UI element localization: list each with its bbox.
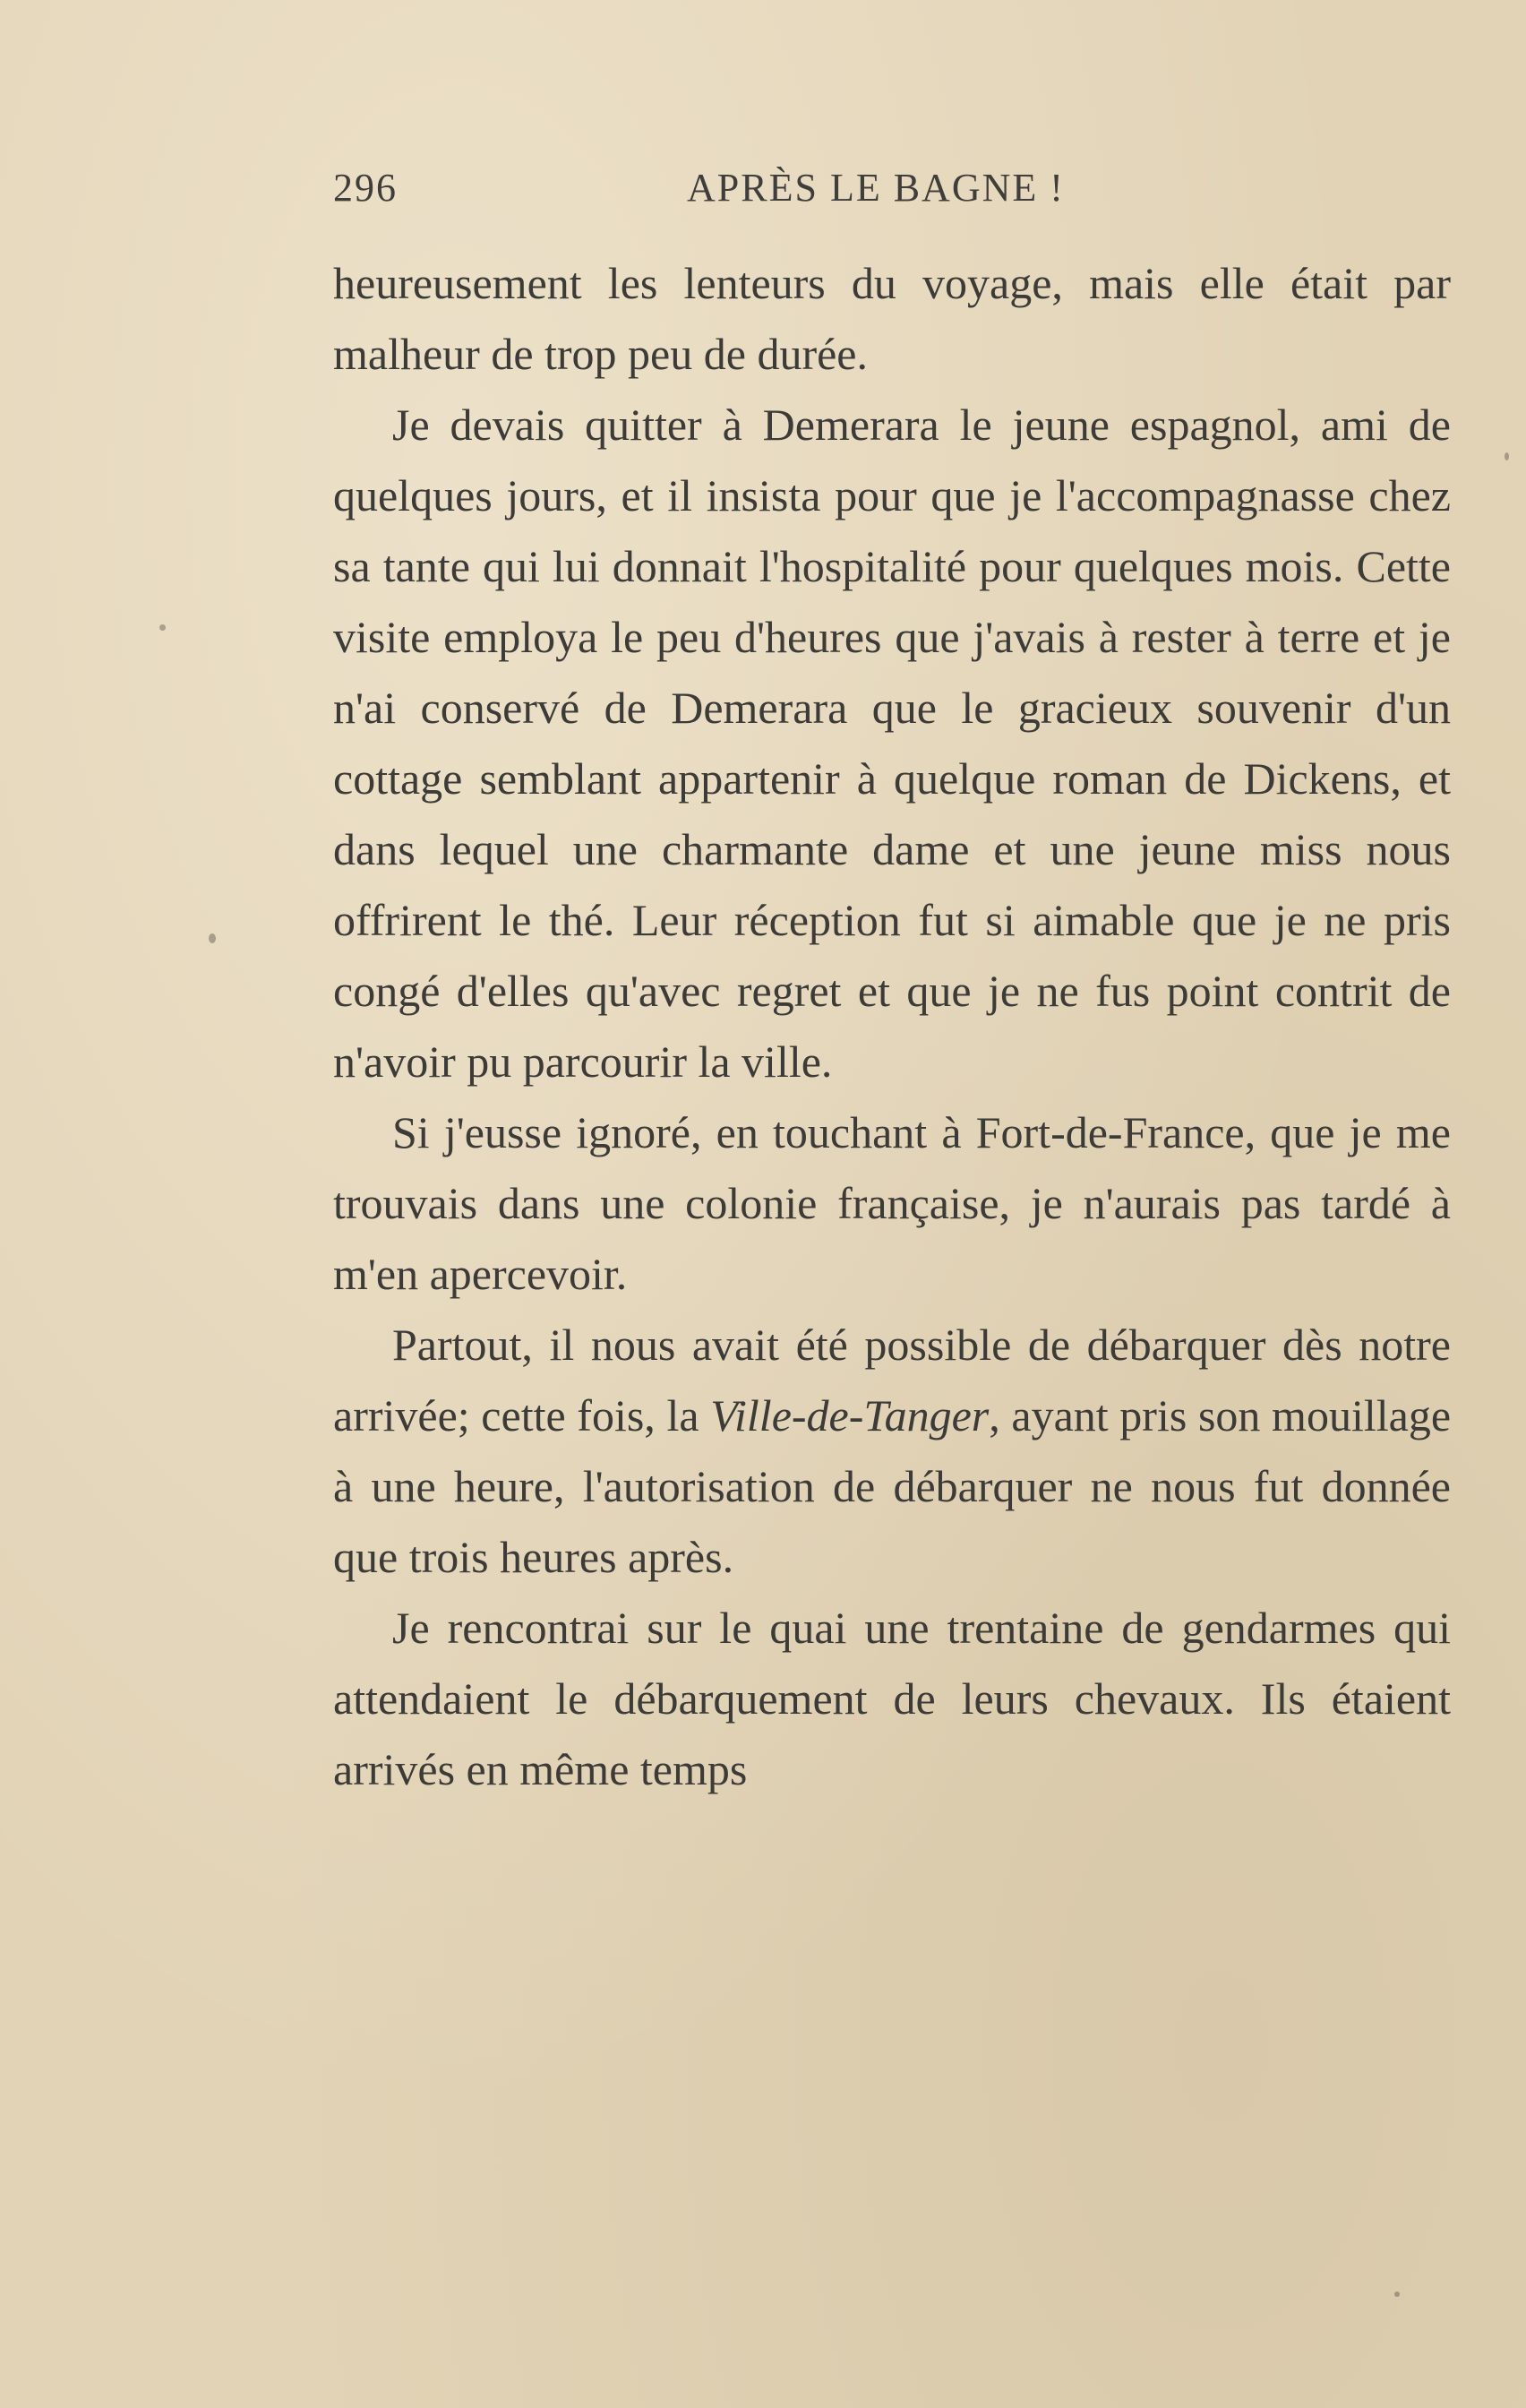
running-head: APRÈS LE BAGNE ! xyxy=(687,166,1065,210)
paragraph-4 xyxy=(333,1310,1451,1593)
paper-speck xyxy=(209,933,216,943)
page-number: 296 xyxy=(333,166,398,210)
paragraph-5: Je rencontrai sur le quai une trentaine de gendarmes qui attendaient le débarquement de leurs chevaux. Ils étaient arrivés en même temps xyxy=(333,1603,1451,1794)
paragraph-1: heureusement les lenteurs du voyage, mais elle était par malheur de trop peu de durée. xyxy=(333,258,1451,379)
page-header xyxy=(333,161,1451,215)
paragraph-3: Si j'eusse ignoré, en touchant à Fort-de-France, que je me trouvais dans une colonie française, je n'aurais pas tardé à m'en apercevoir. xyxy=(333,1107,1451,1299)
paragraph-4-text-before: Partout, il nous avait été possible de débarquer dès notre arrivée; cette fois, la xyxy=(333,1320,1451,1440)
paper-speck xyxy=(1505,452,1509,460)
paper-speck xyxy=(159,624,166,631)
body-text xyxy=(333,248,1451,1805)
paper-speck xyxy=(1394,2292,1400,2297)
paragraph-4-text-after: , ayant pris son mouillage à une heure, l'autorisation de débarquer ne nous fut donnée que trois heures après. xyxy=(333,1390,1452,1582)
paragraph-2: Je devais quitter à Demerara le jeune espagnol, ami de quelques jours, et il insista pour que je l'accompagnasse chez sa tante qui lui donnait l'hospitalité pour quelques mois. Cette visite employa le peu d'heures que j'avais à rester à terre et je n'ai conservé de Demerara que le gracieux souvenir d'un cottage semblant appartenir à quelque roman de Dickens, et dans lequel une charmante dame et une jeune miss nous offrirent le thé. Leur réception fut si aimable que je ne pris congé d'elles qu'avec regret et que je ne fus point contrit de n'avoir pu parcourir la ville. xyxy=(333,400,1451,1087)
ship-name-italic: Ville-de-Tanger xyxy=(710,1390,990,1440)
